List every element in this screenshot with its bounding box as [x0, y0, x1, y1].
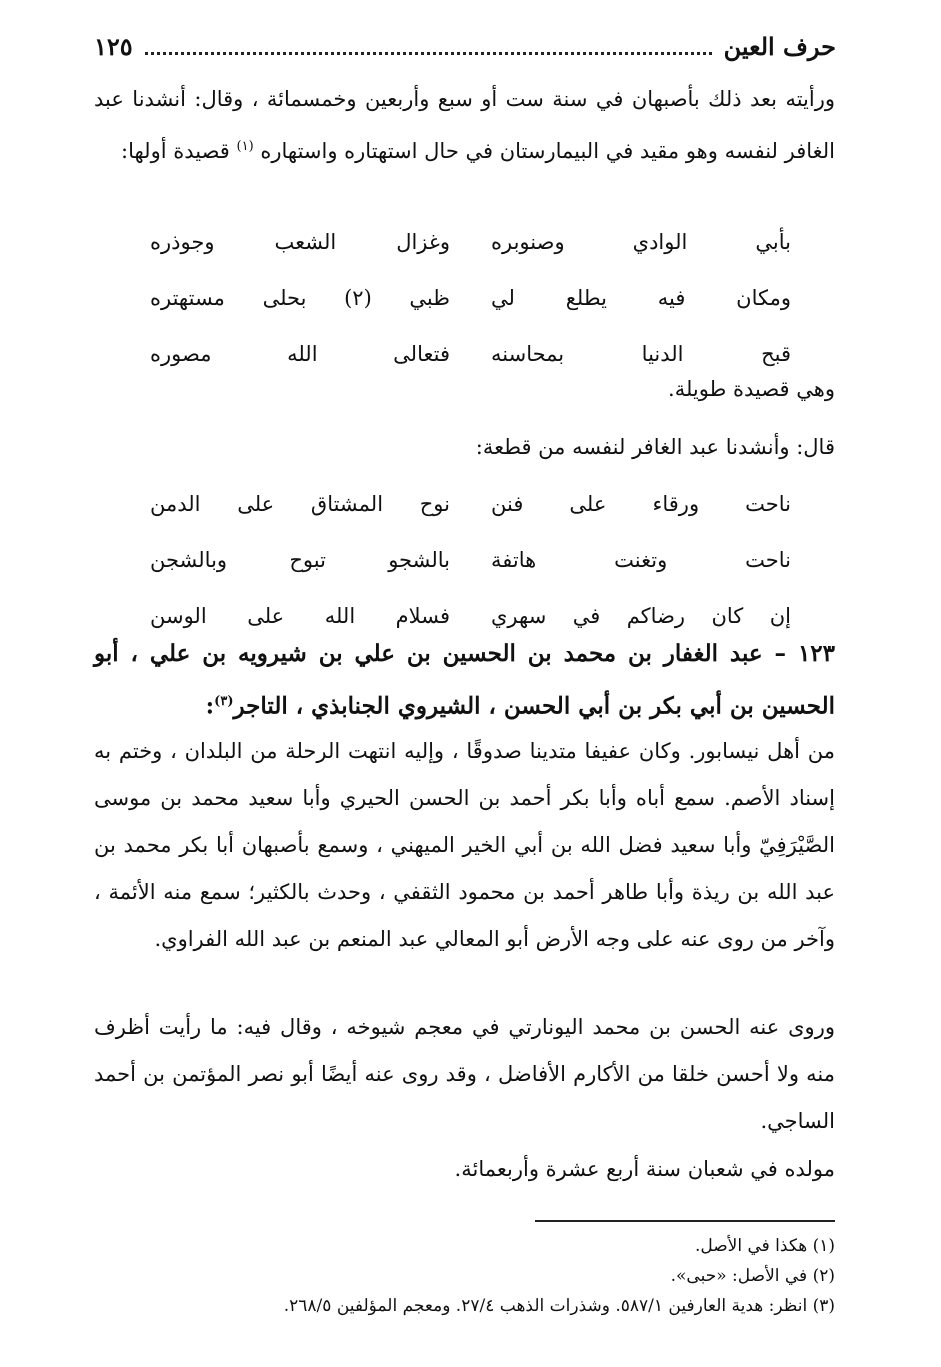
paragraph-4: من أهل نيسابور. وكان عفيفا متدينا صدوقًا ، وإليه انتهت الرحلة من البلدان ، وختم به إسناد الأصم. سمع أباه وأبا بكر أحمد بن الحسن الحيري وأبا سعيد محمد بن موسى الصَّيْرَفِيّ وأبا سعيد فضل الله بن أبي الخير الميهني ، وسمع بأصبهان أبا بكر محمد بن عبد الله بن ريذة وأبا طاهر أحمد بن محمود الثقفي ، وحدث بالكثير؛ سمع منه الأئمة ، وآخر من روى عنه على وجه الأرض أبو المعالي عبد المنعم بن عبد الله الفراوي.	[94, 739, 835, 951]
paragraph-1	[94, 76, 835, 175]
paragraph-1-end: قصيدة أولها:	[121, 139, 230, 163]
footnote-3: (٣) انظر: هدية العارفين ٥٨٧/١. وشذرات الذهب ٢٧/٤. ومعجم المؤلفين ٢٦٨/٥.	[283, 1296, 835, 1316]
paragraph-2: وهي قصيدة طويلة.	[668, 377, 835, 401]
hemistich: ناحت ورقاء على فنن	[491, 492, 791, 516]
poem-2-line	[150, 532, 791, 588]
poem-2-line	[150, 476, 791, 532]
hemistich: فسلام الله على الوسن	[150, 604, 450, 628]
header-dots	[145, 38, 712, 55]
header-title: حرف العين	[723, 31, 836, 61]
paragraph-1-text: ورأيته بعد ذلك بأصبهان في سنة ست أو سبع وأربعين وخمسمائة ، وقال: أنشدنا عبد الغافر لنفسه وهو مقيد في البيمارستان في حال استهتاره واستهاره	[94, 87, 835, 163]
footnote-ref-1: (١)	[236, 139, 254, 154]
footnote-1: (١) هكذا في الأصل.	[694, 1236, 835, 1256]
entry-colon: :	[205, 692, 215, 720]
hemistich: نوح المشتاق على الدمن	[150, 492, 450, 516]
hemistich: ومكان فيه يطلع لي	[491, 286, 791, 310]
footnote-ref-3: (٣)	[214, 694, 234, 709]
entry-number: ١٢٣	[797, 640, 835, 667]
poem-2	[150, 476, 791, 646]
hemistich: قبح الدنيا بمحاسنه	[491, 342, 791, 366]
hemistich: بالشجو تبوح وبالشجن	[150, 548, 450, 572]
hemistich: إن كان رضاكم في سهري	[491, 604, 791, 628]
paragraph-5: وروى عنه الحسن بن محمد اليونارتي في معجم شيوخه ، وقال فيه: ما رأيت أظرف منه ولا أحسن خلقا من الأكارم الأفاضل ، وقد روى عنه أيضًا أبو نصر المؤتمن بن أحمد الساجي.	[94, 1015, 835, 1133]
poem-1-line	[150, 270, 791, 326]
hemistich: وغزال الشعب وجوذره	[150, 230, 450, 254]
page-number: ١٢٥	[94, 31, 133, 61]
hemistich: ناحت وتغنت هاتفة	[491, 548, 791, 572]
hemistich: بأبي الوادي وصنوبره	[491, 230, 791, 254]
hemistich: ظبي (٢) بحلى مستهتره	[150, 286, 450, 310]
entry-heading	[94, 630, 835, 731]
footnote-separator	[535, 1220, 835, 1222]
running-header	[94, 28, 836, 64]
entry-title: – عبد الغفار بن محمد بن الحسين بن علي بن شيرويه بن علي ، أبو الحسين بن أبي بكر بن أبي الحسن ، الشيروي الجنابذي ، التاجر	[94, 640, 835, 720]
footnote-2: (٢) في الأصل: «حبى».	[670, 1266, 835, 1286]
paragraph-3: قال: وأنشدنا عبد الغافر لنفسه من قطعة:	[475, 435, 835, 459]
poem-1	[150, 214, 791, 384]
paragraph-6: مولده في شعبان سنة أربع عشرة وأربعمائة.	[454, 1157, 835, 1181]
poem-1-line	[150, 214, 791, 270]
hemistich: فتعالى الله مصوره	[150, 342, 450, 366]
